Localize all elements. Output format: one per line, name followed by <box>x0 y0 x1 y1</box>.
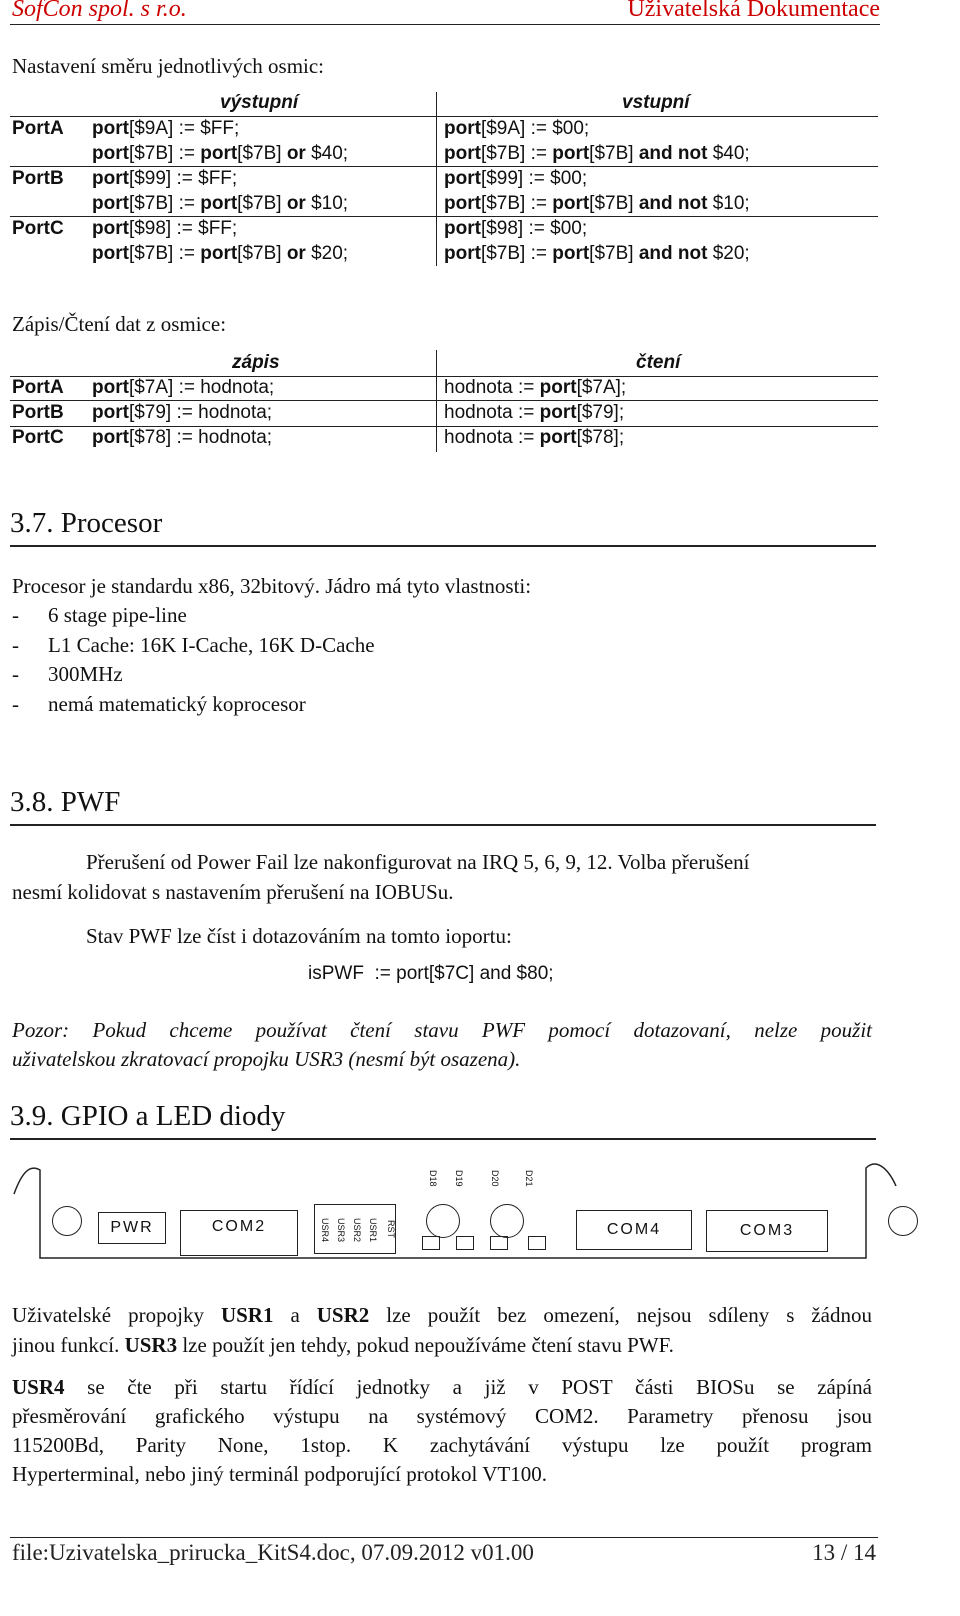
output-code-line <box>92 193 348 215</box>
output-code-line <box>92 243 348 265</box>
led-pad <box>456 1236 474 1250</box>
col-read-header: čtení <box>636 352 681 373</box>
text-segment: or <box>286 143 306 164</box>
input-code-line <box>444 218 587 240</box>
text-segment: $20; <box>305 243 349 264</box>
bullet-text: nemá matematický koprocesor <box>48 691 306 716</box>
pwf-warning-line2: uživatelskou zkratovací propojku USR3 (nesmí být osazena). <box>12 1047 521 1071</box>
pwf-paragraph-line2: nesmí kolidovat s nastavením přerušení na IOBUSu. <box>12 880 454 904</box>
text-segment: USR3 <box>124 1333 178 1357</box>
gpio-heading: 3.9. GPIO a LED diody <box>10 1100 286 1132</box>
text-segment: [$7B] <box>237 143 287 164</box>
bullet-mark: - <box>12 662 19 686</box>
bullet-mark: - <box>12 603 19 627</box>
cpu-heading: 3.7. Procesor <box>10 507 163 539</box>
text-segment: port <box>444 143 481 164</box>
port-label: PortB <box>12 402 64 423</box>
led-d21-label: D21 <box>524 1170 534 1187</box>
read-code <box>444 377 626 399</box>
text-segment: port <box>539 402 577 423</box>
text-segment: [$78] := hodnota; <box>128 427 273 448</box>
input-code-line <box>444 168 587 190</box>
text-segment: port <box>92 168 129 189</box>
text-segment: [$7B] <box>237 193 287 214</box>
text-segment: [$99] := $00; <box>480 168 588 189</box>
text-segment: port <box>444 243 481 264</box>
bullet-mark: - <box>12 691 19 716</box>
gpio-paragraph1-line2 <box>12 1333 674 1358</box>
text-segment: hodnota := <box>444 427 540 448</box>
pwf-paragraph-line1: Přerušení od Power Fail lze nakonfigurovat na IRQ 5, 6, 9, 12. Volba přerušení <box>86 850 750 874</box>
footer-rule <box>10 1537 878 1538</box>
connector-com4: COM4 <box>576 1210 692 1250</box>
text-segment: port <box>92 118 129 139</box>
led-d20-label: D20 <box>490 1170 500 1187</box>
input-code-line <box>444 143 750 165</box>
text-segment: port <box>92 193 129 214</box>
text-segment: and not <box>638 143 708 164</box>
jumper-rst-label: RST <box>386 1220 396 1238</box>
output-code-line <box>92 218 237 240</box>
text-segment: or <box>286 243 306 264</box>
led-d19-label: D19 <box>454 1170 464 1187</box>
column-divider <box>436 92 437 266</box>
col-input-header: vstupní <box>622 92 690 113</box>
text-segment: [$98] := $FF; <box>128 218 238 239</box>
text-segment: USR1 <box>220 1303 274 1327</box>
bullet-mark: - <box>12 632 19 657</box>
text-segment: [$7B] := <box>128 243 201 264</box>
document-title: Uživatelská Dokumentace <box>627 0 880 22</box>
text-segment: [$7B] <box>237 243 287 264</box>
text-segment: and not <box>638 193 708 214</box>
text-segment: port <box>200 243 238 264</box>
text-segment: port <box>92 243 129 264</box>
pwf-warning-line1: Pozor: Pokud chceme používat čtení stavu PWF pomocí dotazovaní, nelze použit <box>12 1018 872 1042</box>
text-segment: [$7B] <box>589 193 639 214</box>
output-code-line <box>92 143 348 165</box>
bullet-text: 300MHz <box>48 662 123 686</box>
write-code <box>92 402 272 424</box>
pwf-code: isPWF := port[$7C] and $80; <box>308 963 554 984</box>
gpio-paragraph2-line1 <box>12 1375 872 1400</box>
text-segment: $10; <box>707 193 750 214</box>
text-segment: [$7B] := <box>480 143 553 164</box>
text-segment: [$7B] := <box>480 193 553 214</box>
rw-section-title: Zápis/Čtení dat z osmice: <box>12 312 227 336</box>
connector-com3: COM3 <box>706 1210 828 1252</box>
text-segment: [$99] := $FF; <box>128 168 238 189</box>
text-segment: USR4 <box>12 1375 65 1399</box>
text-segment: $10; <box>305 193 349 214</box>
mounting-hole-right <box>888 1206 918 1236</box>
text-segment: [$79] := hodnota; <box>128 402 273 423</box>
text-segment: [$9A] := $00; <box>480 118 590 139</box>
input-code-line <box>444 243 750 265</box>
text-segment: $40; <box>305 143 349 164</box>
board-diagram <box>0 1150 960 1290</box>
led-circle <box>490 1204 524 1238</box>
text-segment: [$98] := $00; <box>480 218 588 239</box>
write-code <box>92 427 272 449</box>
input-code-line <box>444 118 589 140</box>
text-segment: port <box>539 377 577 398</box>
text-segment: lze použít bez omezení, nejsou sdíleny s žádnou <box>369 1303 873 1327</box>
text-segment: port <box>444 118 481 139</box>
col-output-header: výstupní <box>220 92 299 113</box>
text-segment: hodnota := <box>444 402 540 423</box>
text-segment: [$7B] <box>589 143 639 164</box>
text-segment: [$7A] := hodnota; <box>128 377 275 398</box>
direction-section-title: Nastavení směru jednotlivých osmic: <box>12 54 325 78</box>
text-segment: se čte při startu řídící jednotky a již v POST části BIOSu se zápíná <box>64 1375 872 1399</box>
pwf-paragraph2: Stav PWF lze číst i dotazováním na tomto ioportu: <box>86 924 512 948</box>
text-segment: USR2 <box>316 1303 370 1327</box>
text-segment: port <box>92 218 129 239</box>
text-segment: Uživatelské propojky <box>12 1303 221 1327</box>
text-segment: hodnota := <box>444 377 540 398</box>
gpio-paragraph1-line1 <box>12 1303 872 1328</box>
jumper-usr1-label: USR1 <box>368 1218 378 1243</box>
port-label: PortA <box>12 377 64 398</box>
write-code <box>92 377 274 399</box>
mounting-hole-left <box>52 1206 82 1236</box>
text-segment: $40; <box>707 143 750 164</box>
text-segment: port <box>552 193 590 214</box>
led-pad <box>528 1236 546 1250</box>
connector-com2: COM2 <box>180 1210 298 1256</box>
text-segment: port <box>552 243 590 264</box>
header-rule <box>10 24 880 25</box>
text-segment: [$7B] := <box>128 193 201 214</box>
gpio-paragraph2-line3: 115200Bd, Parity None, 1stop. K zachytávání výstupu lze použít program <box>12 1433 872 1457</box>
text-segment: port <box>92 143 129 164</box>
bullet-text: L1 Cache: 16K I-Cache, 16K D-Cache <box>48 632 375 657</box>
text-segment: [$78]; <box>576 427 625 448</box>
bullet-text: 6 stage pipe-line <box>48 603 187 627</box>
text-segment: port <box>92 427 129 448</box>
port-label: PortA <box>12 118 64 139</box>
text-segment: port <box>539 427 577 448</box>
footer-filename: file:Uzivatelska_prirucka_KitS4.doc, 07.09.2012 v01.00 <box>12 1540 534 1565</box>
jumper-usr3-label: USR3 <box>336 1218 346 1243</box>
text-segment: port <box>444 168 481 189</box>
text-segment: port <box>200 143 238 164</box>
gpio-paragraph2-line4: Hyperterminal, nebo jiný terminál podporující protokol VT100. <box>12 1462 548 1486</box>
col-write-header: zápis <box>232 352 280 373</box>
read-code <box>444 402 624 424</box>
led-d18-label: D18 <box>428 1170 438 1187</box>
text-segment: [$79]; <box>576 402 625 423</box>
text-segment: [$9A] := $FF; <box>128 118 240 139</box>
port-label: PortC <box>12 427 64 448</box>
text-segment: jinou funkcí. <box>12 1333 125 1357</box>
text-segment: port <box>444 218 481 239</box>
jumper-usr2-label: USR2 <box>352 1218 362 1243</box>
text-segment: [$7B] := <box>480 243 553 264</box>
company-name: SofCon spol. s r.o. <box>12 0 187 22</box>
text-segment: port <box>200 193 238 214</box>
text-segment: [$7A]; <box>576 377 627 398</box>
output-code-line <box>92 168 237 190</box>
port-label: PortC <box>12 218 64 239</box>
text-segment: port <box>92 402 129 423</box>
text-segment: or <box>286 193 306 214</box>
gpio-paragraph2-line2: přesměrování grafického výstupu na systémový COM2. Parametry přenosu jsou <box>12 1404 872 1428</box>
output-code-line <box>92 118 239 140</box>
led-circle <box>426 1204 460 1238</box>
port-label: PortB <box>12 168 64 189</box>
text-segment: a <box>273 1303 317 1327</box>
text-segment: and not <box>638 243 708 264</box>
led-pad <box>490 1236 508 1250</box>
text-segment: port <box>552 143 590 164</box>
read-code <box>444 427 624 449</box>
connector-pwr: PWR <box>98 1212 166 1244</box>
input-code-line <box>444 193 750 215</box>
cpu-intro: Procesor je standardu x86, 32bitový. Jádro má tyto vlastnosti: <box>12 574 532 598</box>
text-segment: port <box>92 377 129 398</box>
led-pad <box>422 1236 440 1250</box>
text-segment: $20; <box>707 243 750 264</box>
text-segment: lze použít jen tehdy, pokud nepoužíváme čtení stavu PWF. <box>177 1333 674 1357</box>
text-segment: [$7B] <box>589 243 639 264</box>
text-segment: port <box>444 193 481 214</box>
pwf-heading: 3.8. PWF <box>10 786 121 818</box>
jumper-usr4-label: USR4 <box>320 1218 330 1243</box>
footer-page-number: 13 / 14 <box>812 1540 876 1565</box>
text-segment: [$7B] := <box>128 143 201 164</box>
